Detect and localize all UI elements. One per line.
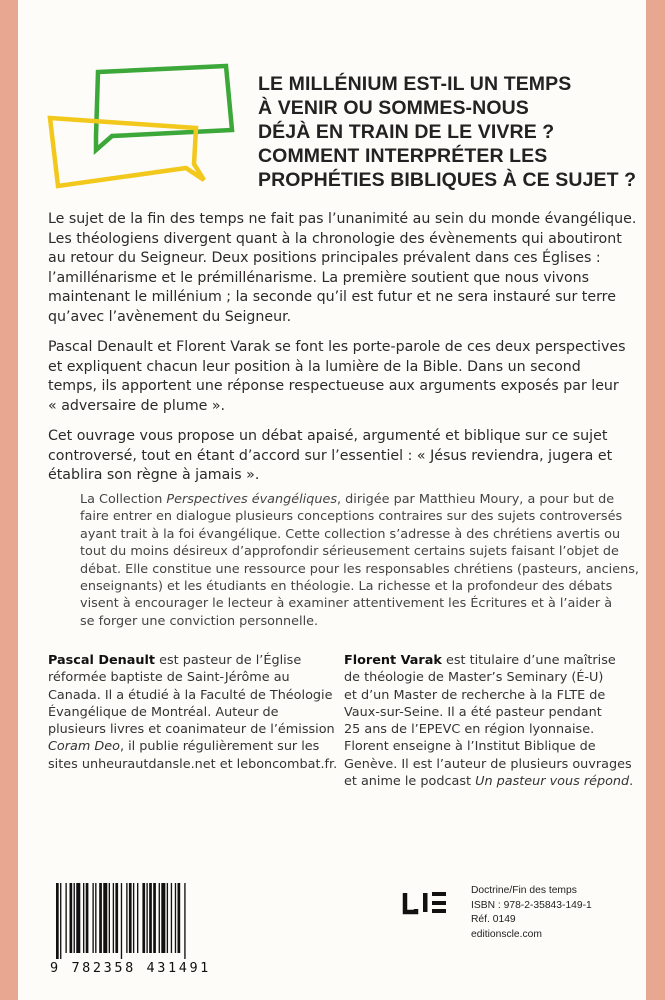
author-bio-florent-varak <box>344 652 634 790</box>
text-line: débat. Elle constitue une ressource pour les responsables chrétiens (pasteurs, anciens, <box>80 561 639 577</box>
text-line: au retour du Seigneur. Deux positions principales prévalent dans ces Églises : <box>48 250 601 266</box>
text-line: faire entrer en dialogue plusieurs conceptions contraires sur des sujets controversés <box>80 509 623 525</box>
text-line: controversé, tout en étant d’accord sur l’essentiel : « Jésus reviendra, jugera et <box>48 447 613 464</box>
text-line: enseignants) et les étudiants en théologie. La richesse et la profondeur des débats <box>80 579 613 595</box>
text-line: réformée baptiste de Saint-Jérôme au <box>48 670 290 686</box>
publisher-website: editionscle.com <box>471 928 542 940</box>
blurb <box>48 210 638 497</box>
barcode-bar <box>99 883 102 953</box>
text-line: temps, ils apportent une réponse respectueuse aux arguments exposés par leur <box>48 378 619 394</box>
headline-line: À VENIR OU SOMMES-NOUS <box>258 97 529 119</box>
text-line: 25 ans de l’EPEVC en région lyonnaise. <box>344 722 595 738</box>
text-line <box>80 491 620 508</box>
text-fragment: est pasteur de l’Église <box>155 653 302 668</box>
text-line: l’amillénarisme et le prémillénarisme. La première soutient que nous vivons <box>48 269 590 286</box>
barcode-bar <box>167 883 168 953</box>
author-name: Pascal Denault <box>48 653 156 668</box>
text-line <box>344 773 634 790</box>
collection-title: Perspectives évangéliques <box>166 492 337 507</box>
headline-line: PROPHÉTIES BIBLIQUES À CE SUJET ? <box>258 169 637 191</box>
back-cover <box>18 0 646 1000</box>
barcode-bar <box>137 883 138 953</box>
text-line: Pascal Denault et Florent Varak se font les porte-parole de ces deux perspectives <box>48 339 626 355</box>
barcode-bar <box>171 883 172 953</box>
text-fragment: et anime le podcast <box>344 774 476 790</box>
text-line: sites unheurautdansle.net et leboncombat.fr. <box>48 756 338 772</box>
barcode <box>50 883 240 959</box>
text-line: et d’un Master de recherche à la FLTE de <box>344 687 606 703</box>
barcode-bar <box>86 883 89 953</box>
blurb-paragraph <box>48 427 638 486</box>
barcode-bar <box>70 883 73 953</box>
text-fragment: , il publie régulièrement sur les <box>119 739 320 755</box>
text-fragment: , dirigée par Matthieu Moury, a pour but de <box>337 492 615 507</box>
barcode-bar <box>103 883 107 953</box>
barcode-bar <box>60 883 61 959</box>
text-line <box>48 652 308 669</box>
text-line: Cet ouvrage vous propose un débat apaisé, argumenté et biblique sur ce sujet <box>48 428 608 444</box>
barcode-bar <box>83 883 84 953</box>
text-line: « adversaire de plume ». <box>48 397 226 414</box>
author-bio-pascal-denault <box>48 652 338 773</box>
barcode-bar <box>175 883 176 953</box>
blurb-paragraph <box>48 210 638 327</box>
category: Doctrine/Fin des temps <box>471 885 577 896</box>
barcode-bar <box>109 883 110 953</box>
publisher-logo-icon <box>402 890 454 916</box>
collection-description <box>80 491 639 630</box>
barcode-bar <box>142 883 145 953</box>
text-fragment: La Collection <box>80 492 167 507</box>
barcode-bar <box>121 883 122 959</box>
barcode-bar <box>153 883 156 953</box>
reference: Réf. 0149 <box>471 914 516 926</box>
barcode-bar <box>184 883 185 959</box>
headline-line: COMMENT INTERPRÉTER LES <box>258 145 548 167</box>
barcode-bar <box>76 883 80 953</box>
text-line: établira son règne à jamais ». <box>48 467 260 483</box>
text-line: ayant trait à la foi évangélique. Cette collection s’adresse à des chrétiens avertis ou <box>80 526 621 542</box>
yellow-speech-bubble <box>50 118 204 186</box>
barcode-bar <box>129 883 132 953</box>
barcode-bar <box>92 883 93 953</box>
text-line <box>344 652 616 669</box>
text-line: Genève. Il est l’auteur de plusieurs ouvrages <box>344 756 632 772</box>
text-line <box>48 738 320 755</box>
isbn: ISBN : 978-2-35843-149-1 <box>471 899 592 911</box>
publisher-info <box>471 884 592 942</box>
text-line: se forger une conviction personnelle. <box>80 613 319 629</box>
barcode-bar <box>56 883 59 959</box>
text-fragment: est titulaire d’une maîtrise <box>441 653 616 668</box>
text-line: de théologie de Master’s Seminary (É-U) <box>344 670 604 686</box>
author-name: Florent Varak <box>344 653 442 668</box>
barcode-bar <box>146 883 147 953</box>
text-line: maintenant le millénium ; la seconde qu’il est futur et ne sera instauré sur terre <box>48 289 616 305</box>
barcode-bar <box>133 883 134 953</box>
text-line: Les théologiens divergent quant à la chronologie des évènements qui aboutiront <box>48 230 622 247</box>
text-line: plusieurs livres et coanimateur de l’émission <box>48 722 335 738</box>
barcode-bar <box>178 883 181 953</box>
barcode-bar <box>95 883 96 953</box>
barcode-number: 9 782358 431491 <box>50 960 211 976</box>
headline-line: LE MILLÉNIUM EST-IL UN TEMPS <box>258 73 572 95</box>
headline-line: DÉJÀ EN TRAIN DE LE VIVRE ? <box>258 121 555 143</box>
blurb-paragraph <box>48 338 638 416</box>
text-line: Florent enseigne à l’Institut Biblique de <box>344 739 596 755</box>
barcode-bar <box>113 883 114 953</box>
show-title: Coram Deo <box>48 739 120 755</box>
green-speech-bubble <box>96 66 232 150</box>
speech-bubbles-icon <box>46 60 256 195</box>
text-line: et expliquent chacun leur position à la lumière de la Bible. Dans un second <box>48 358 581 375</box>
barcode-bar <box>126 883 127 953</box>
barcode-bar <box>149 883 152 953</box>
barcode-bar <box>159 883 160 953</box>
text-line: visent à encourager le lecteur à examiner attentivement les Écritures et à l’aider à <box>80 596 613 612</box>
text-line: Le sujet de la fin des temps ne fait pas l’unanimité au sein du monde évangélique. <box>48 211 637 227</box>
barcode-bar <box>115 883 118 953</box>
barcode-bar <box>161 883 165 953</box>
barcode-bar <box>65 883 66 953</box>
text-fragment: . <box>629 774 634 790</box>
text-line: tout du moins désireux d’approfondir sérieusement certains sujets faisant l’objet de <box>80 544 619 560</box>
text-line: Vaux-sur-Seine. Il a été pasteur pendant <box>344 704 602 720</box>
barcode-bar <box>74 883 75 953</box>
headline <box>258 72 638 192</box>
podcast-title: Un pasteur vous répond <box>475 774 630 790</box>
text-line: Canada. Il a étudié à la Faculté de Théologie <box>48 687 333 703</box>
text-line: Évangélique de Montréal. Auteur de <box>48 704 279 720</box>
text-line: qu’avec l’avènement du Seigneur. <box>48 308 292 325</box>
